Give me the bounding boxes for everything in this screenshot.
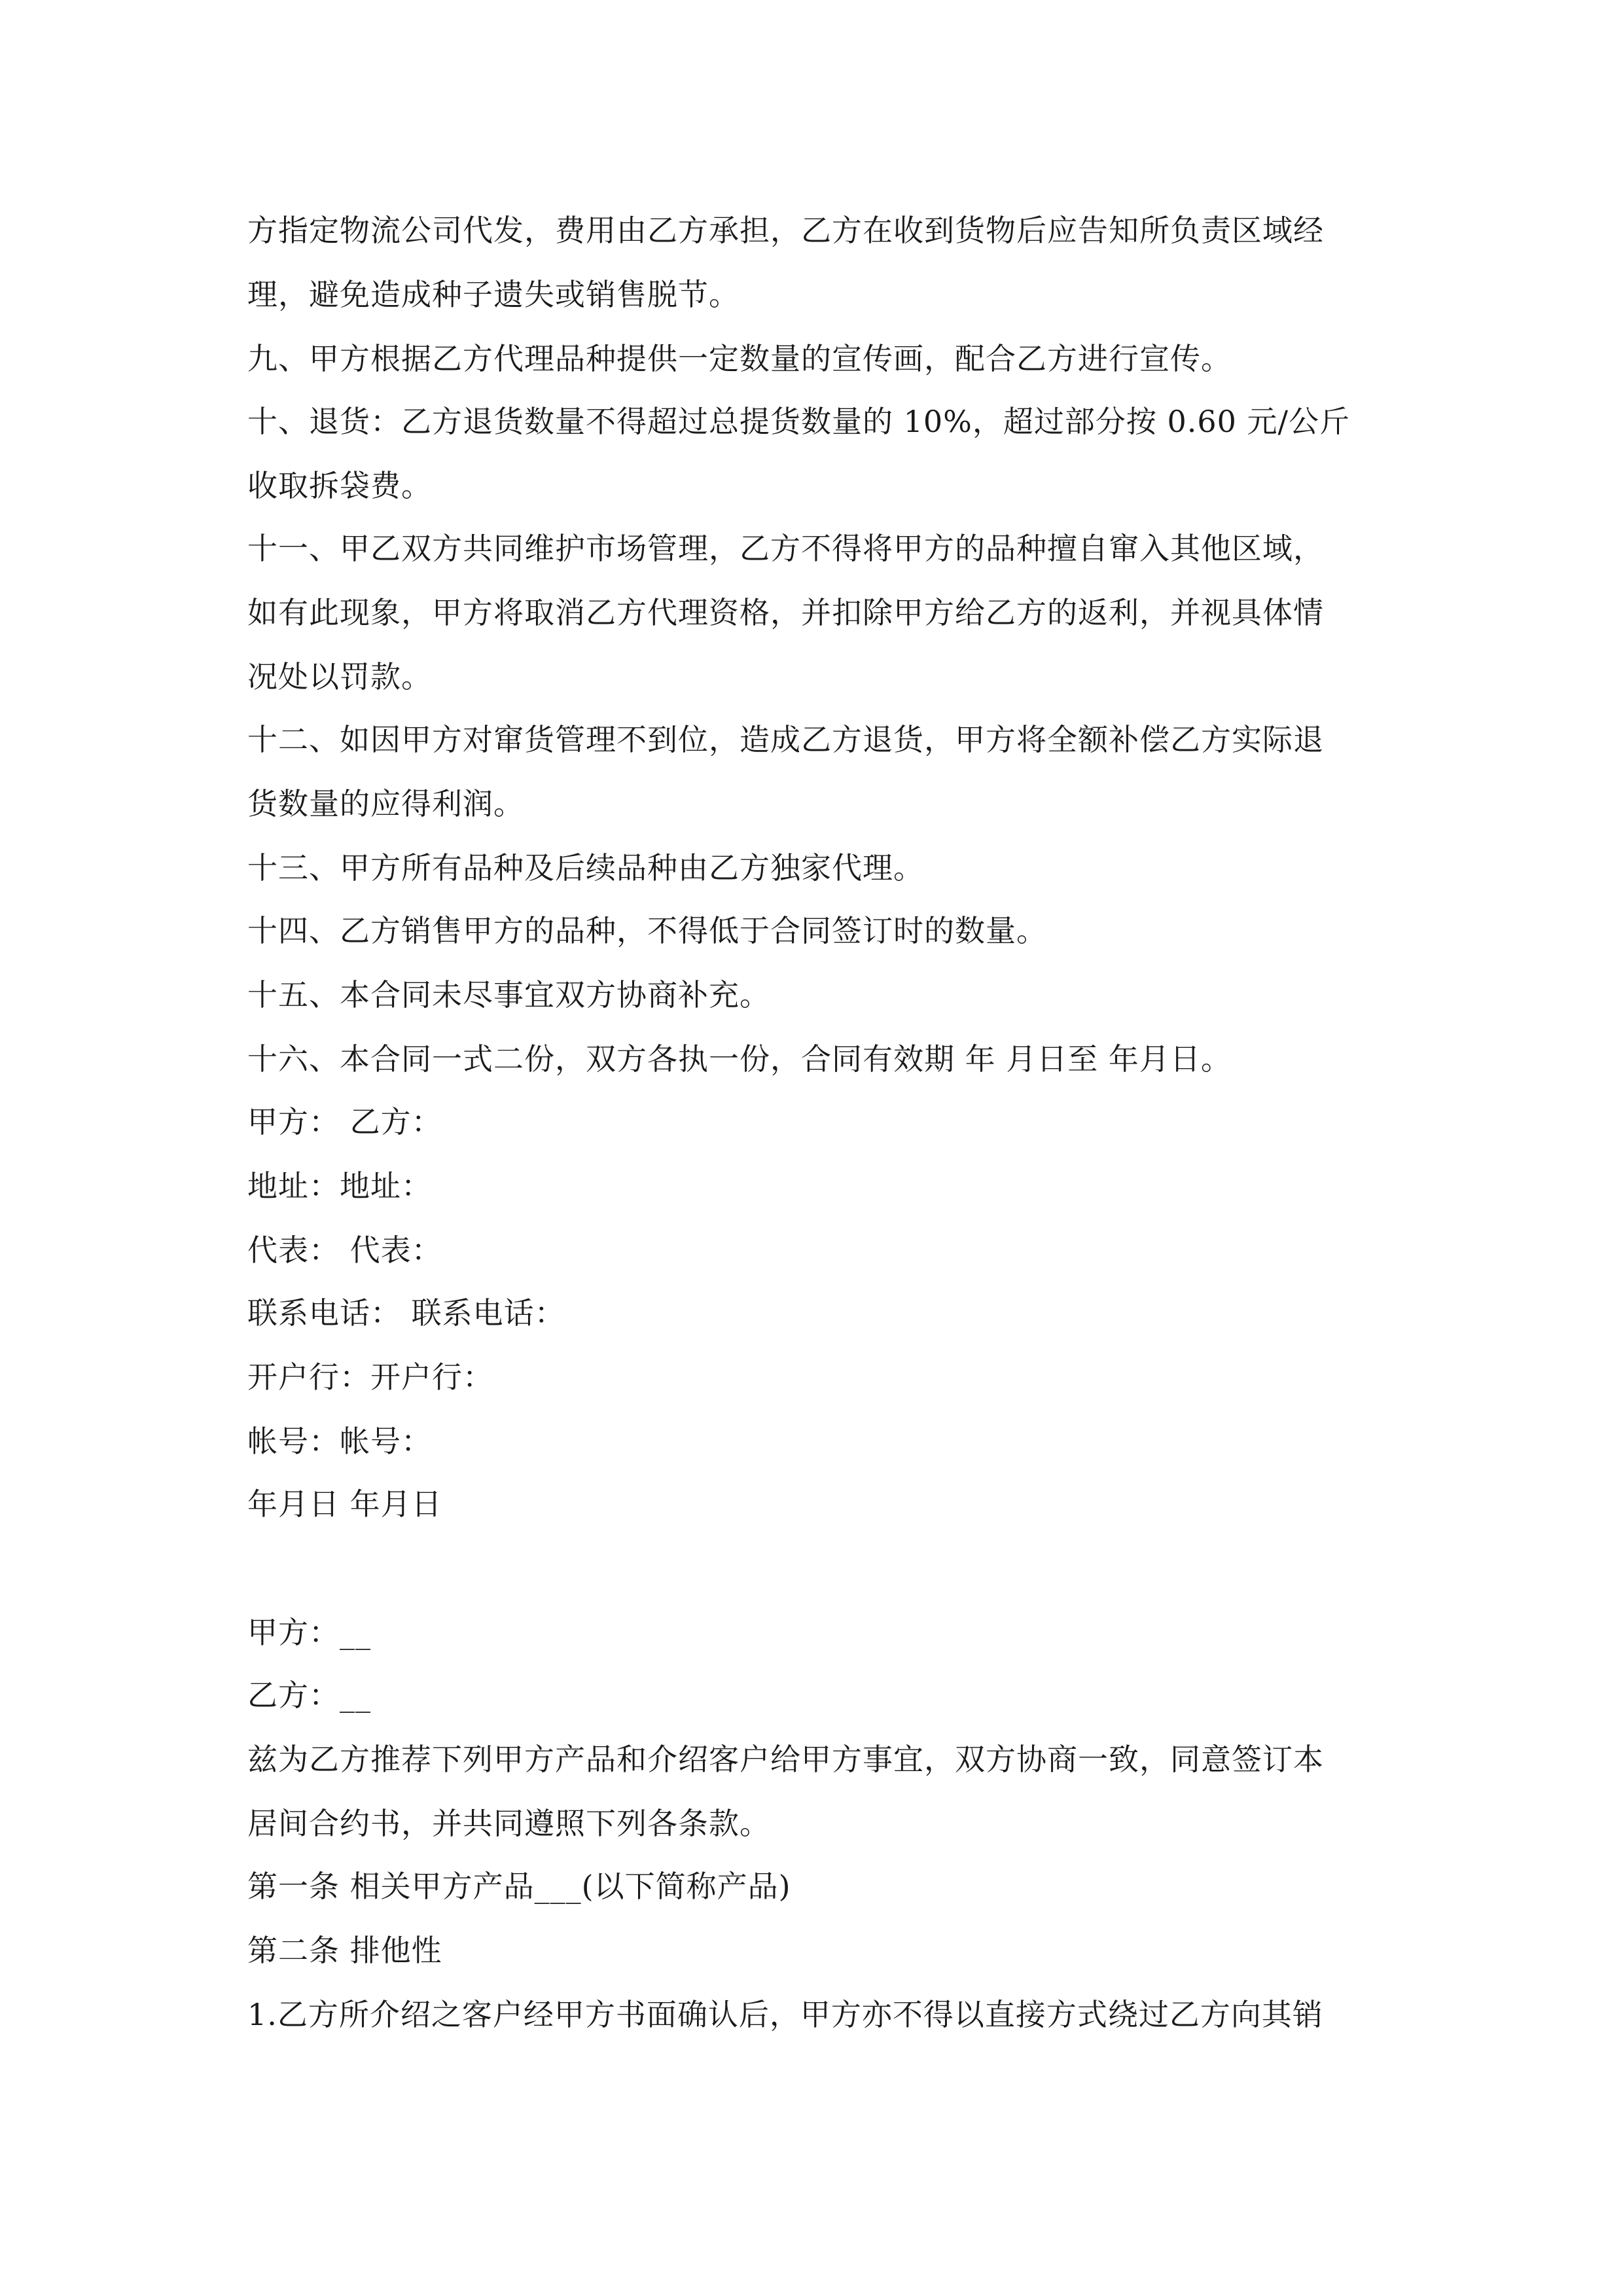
text-line: 理，避免造成种子遗失或销售脱节。	[247, 277, 740, 312]
text-line: 居间合约书，并共同遵照下列各条款。	[247, 1806, 770, 1841]
text-line: 年月日 年月日	[247, 1486, 442, 1522]
text-line: 十一、甲乙双方共同维护市场管理，乙方不得将甲方的品种擅自窜入其他区域，	[247, 531, 1324, 566]
text-line: 第二条 排他性	[247, 1933, 442, 1968]
text-line: 十、退货：乙方退货数量不得超过总提货数量的 10%，超过部分按 0.60 元/公斤	[247, 404, 1351, 439]
text-line: 第一条 相关甲方产品___(以下简称产品)	[247, 1869, 791, 1904]
text-line: 甲方： 乙方：	[247, 1104, 442, 1139]
text-line: 帐号：帐号：	[247, 1424, 432, 1459]
text-line: 十二、如因甲方对窜货管理不到位，造成乙方退货，甲方将全额补偿乙方实际退	[247, 722, 1324, 757]
text-line: 九、甲方根据乙方代理品种提供一定数量的宣传画，配合乙方进行宣传。	[247, 341, 1232, 376]
text-line: 收取拆袋费。	[247, 468, 432, 503]
text-line: 甲方：__	[247, 1615, 371, 1650]
text-line: 十五、本合同未尽事宜双方协商补充。	[247, 977, 770, 1013]
text-line: 代表： 代表：	[247, 1232, 442, 1268]
text-line: 乙方：__	[247, 1677, 371, 1713]
text-line: 开户行：开户行：	[247, 1359, 493, 1395]
text-line: 方指定物流公司代发，费用由乙方承担，乙方在收到货物后应告知所负责区域经	[247, 213, 1324, 248]
text-line: 联系电话： 联系电话：	[247, 1295, 565, 1331]
text-line: 货数量的应得利润。	[247, 786, 524, 821]
text-line: 十四、乙方销售甲方的品种，不得低于合同签订时的数量。	[247, 913, 1047, 948]
text-line: 十六、本合同一式二份，双方各执一份，合同有效期 年 月日至 年月日。	[247, 1041, 1232, 1077]
text-line: 1.乙方所介绍之客户经甲方书面确认后，甲方亦不得以直接方式绕过乙方向其销	[247, 1997, 1323, 2032]
text-line: 况处以罚款。	[247, 659, 432, 694]
text-line: 如有此现象，甲方将取消乙方代理资格，并扣除甲方给乙方的返利，并视具体情	[247, 595, 1324, 630]
text-line: 十三、甲方所有品种及后续品种由乙方独家代理。	[247, 850, 924, 886]
text-line: 地址：地址：	[247, 1168, 432, 1204]
text-line: 兹为乙方推荐下列甲方产品和介绍客户给甲方事宜，双方协商一致，同意签订本	[247, 1742, 1324, 1777]
